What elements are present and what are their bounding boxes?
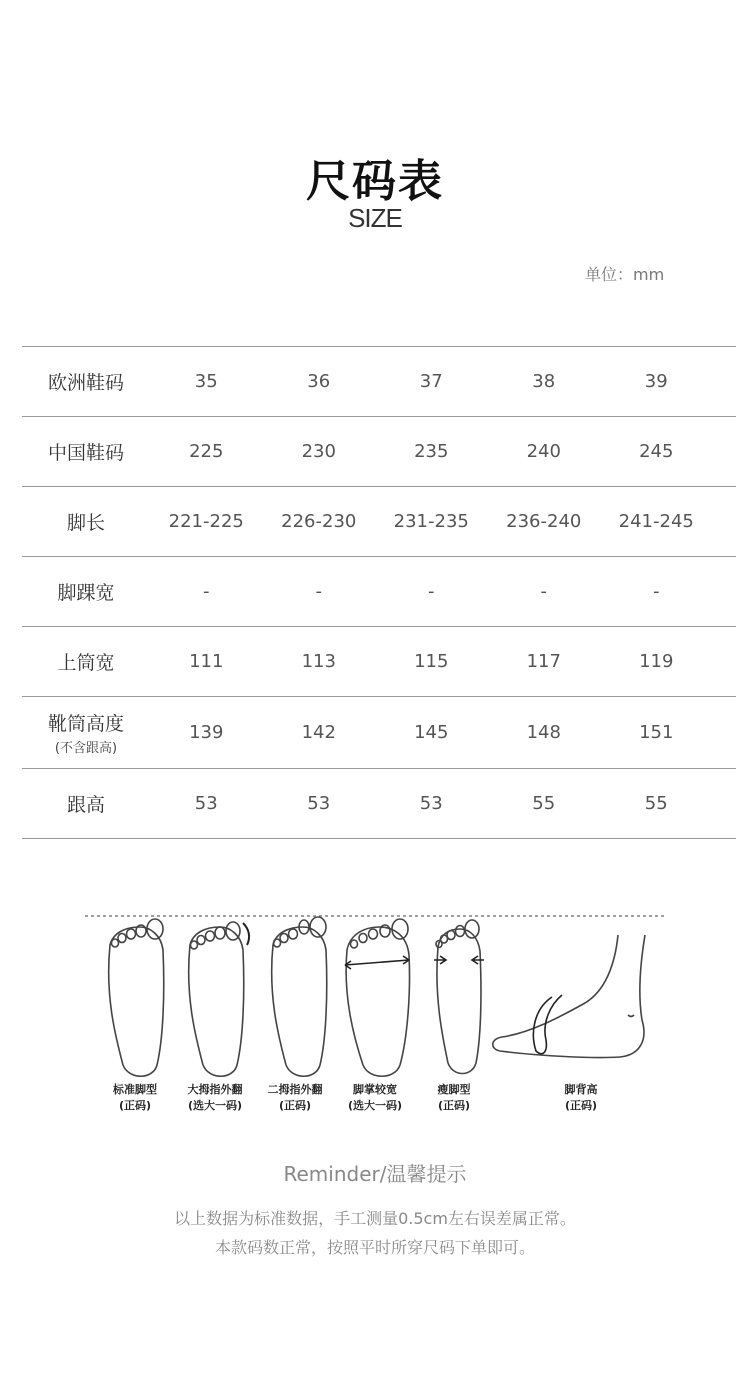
table-cell: 53 xyxy=(194,793,218,814)
table-cell: - xyxy=(428,581,435,602)
foot-caption: 二拇指外翻 (正码) xyxy=(267,1083,323,1112)
foot-caption: 脚背高 (正码) xyxy=(564,1083,598,1112)
table-cell: 221-225 xyxy=(168,511,244,532)
foot-standard-icon xyxy=(109,919,164,1076)
table-row xyxy=(22,696,736,768)
foot-caption: 标准脚型 (正码) xyxy=(113,1083,157,1112)
table-cell: 113 xyxy=(301,651,336,672)
row-sublabel: (不含跟高) xyxy=(54,741,118,756)
table-cell: 151 xyxy=(639,722,674,743)
table-cell: 55 xyxy=(532,793,556,814)
table-cell: 139 xyxy=(189,722,224,743)
foot-caption: 瘦脚型 (正码) xyxy=(437,1083,471,1112)
table-cell: 226-230 xyxy=(281,511,357,532)
table-cell: - xyxy=(653,581,660,602)
table-cell: 53 xyxy=(419,793,443,814)
table-cell: 240 xyxy=(526,441,561,462)
table-cell: - xyxy=(203,581,210,602)
table-row xyxy=(22,416,736,486)
table-cell: 230 xyxy=(301,441,336,462)
table-cell: - xyxy=(315,581,322,602)
table-row xyxy=(22,556,736,626)
foot-slim-icon xyxy=(434,920,484,1074)
table-cell: 111 xyxy=(189,651,224,672)
table-cell: 55 xyxy=(644,793,668,814)
unit-label: 单位：mm xyxy=(585,265,665,284)
table-cell: 115 xyxy=(414,651,449,672)
page-subtitle: SIZE xyxy=(348,203,402,233)
row-label: 脚踝宽 xyxy=(57,582,115,604)
table-cell: 142 xyxy=(301,722,336,743)
table-cell: 37 xyxy=(419,371,443,392)
reminder-line-2: 本款码数正常，按照平时所穿尺码下单即可。 xyxy=(214,1238,535,1257)
foot-bunion-icon xyxy=(189,922,249,1076)
foot-wide-icon xyxy=(345,919,410,1076)
reminder-title: Reminder/温馨提示 xyxy=(283,1162,467,1186)
foot-caption: 大拇指外翻 (选大一码) xyxy=(187,1083,243,1112)
table-cell: 225 xyxy=(189,441,224,462)
table-row xyxy=(22,486,736,556)
row-label: 欧洲鞋码 xyxy=(47,372,124,394)
row-label: 上筒宽 xyxy=(57,652,115,674)
table-row xyxy=(22,626,736,696)
size-table xyxy=(22,346,736,839)
table-cell: 235 xyxy=(414,441,449,462)
table-cell: 145 xyxy=(414,722,449,743)
row-label: 靴筒高度 (不含跟高) xyxy=(22,709,150,756)
row-label: 跟高 xyxy=(66,794,105,816)
table-row xyxy=(22,768,736,839)
foot-second-toe-icon xyxy=(272,917,327,1076)
table-cell: 231-235 xyxy=(393,511,469,532)
table-cell: 53 xyxy=(307,793,331,814)
table-row xyxy=(22,346,736,416)
table-cell: 39 xyxy=(644,371,668,392)
table-cell: 117 xyxy=(526,651,561,672)
table-cell: 241-245 xyxy=(618,511,694,532)
page-title: 尺码表 xyxy=(306,156,444,207)
table-cell: 236-240 xyxy=(506,511,582,532)
table-cell: 245 xyxy=(639,441,674,462)
table-cell: 119 xyxy=(639,651,674,672)
table-cell: 148 xyxy=(526,722,561,743)
table-cell: - xyxy=(540,581,547,602)
table-cell: 36 xyxy=(307,371,331,392)
table-cell: 38 xyxy=(532,371,556,392)
reminder-line-1: 以上数据为标准数据，手工测量0.5cm左右误差属正常。 xyxy=(174,1209,576,1228)
table-cell: 35 xyxy=(194,371,218,392)
row-label: 脚长 xyxy=(66,512,105,534)
foot-caption: 脚掌较宽 (选大一码) xyxy=(347,1083,403,1112)
row-label: 中国鞋码 xyxy=(47,442,124,464)
foot-high-instep-icon xyxy=(493,935,645,1058)
